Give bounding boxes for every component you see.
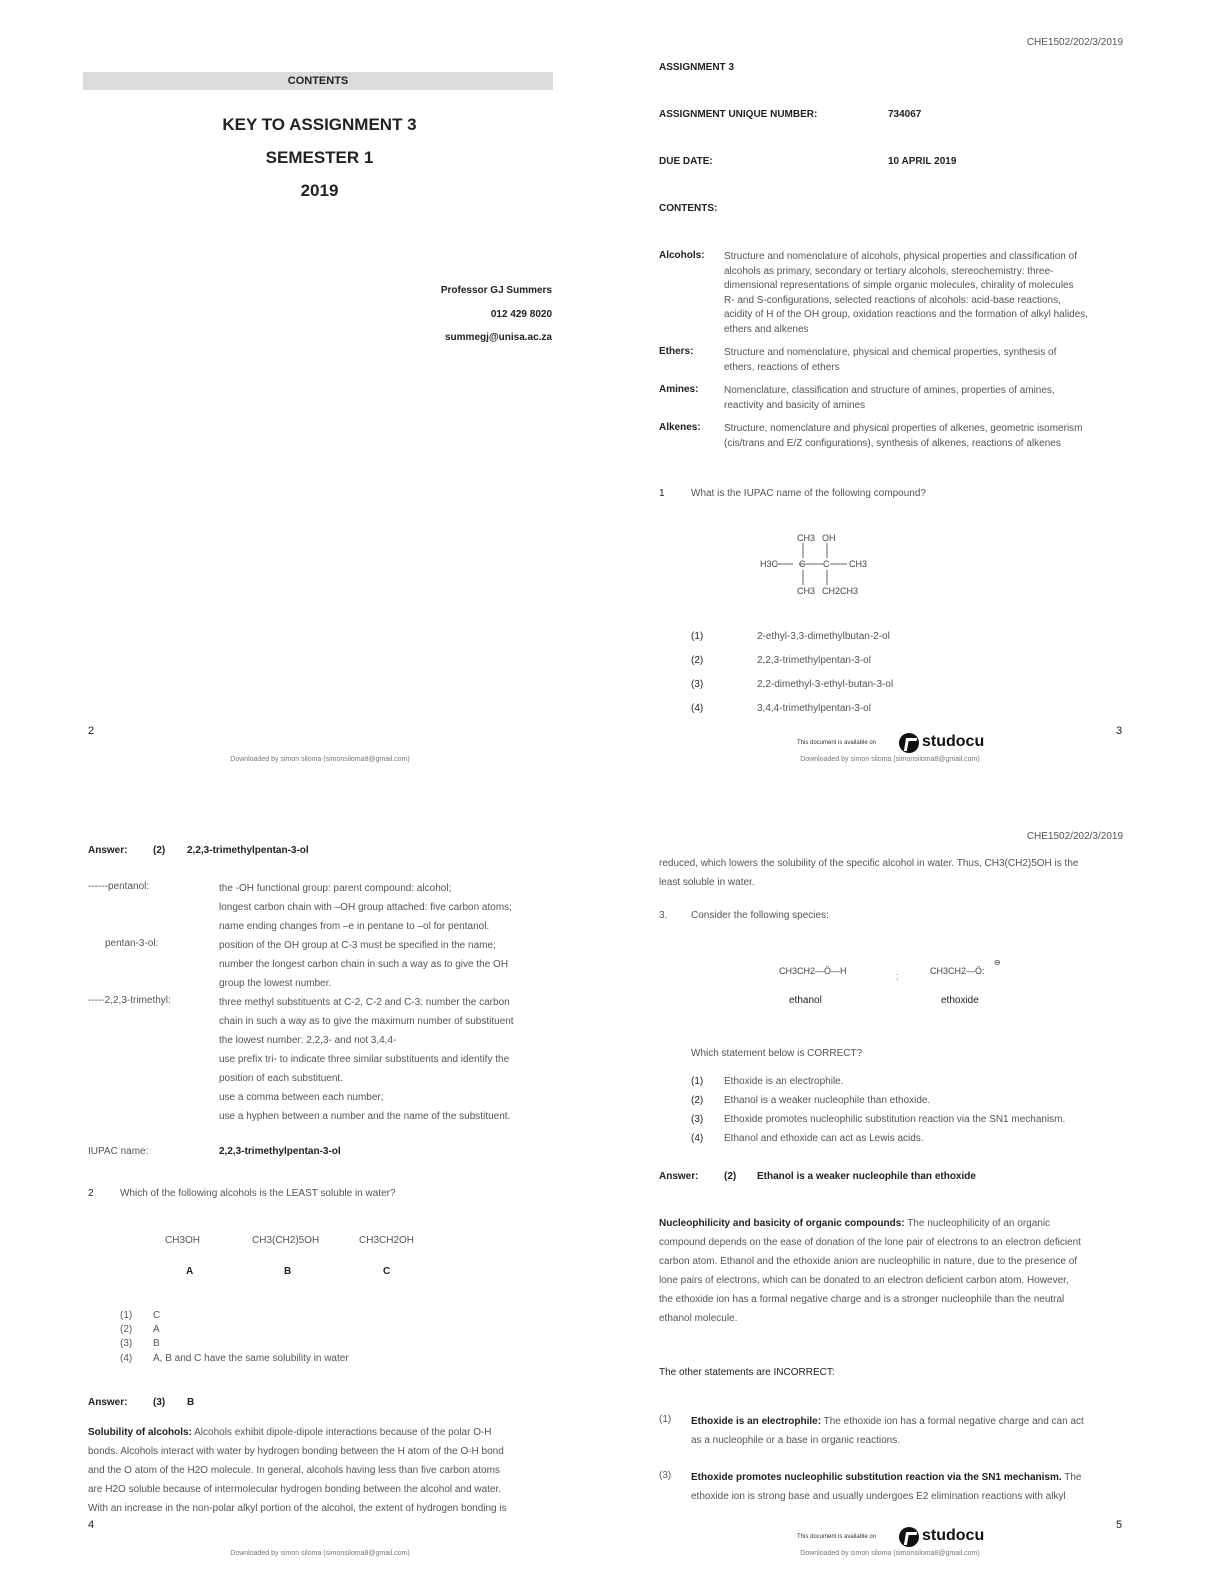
option-number: (1) <box>691 631 704 642</box>
solubility-lead: Solubility of alcohols: <box>88 1427 192 1438</box>
compound-formula: CH3CH2OH <box>359 1235 415 1246</box>
text-line: longest carbon chain with –OH group attached: five carbon atoms; <box>219 902 512 913</box>
text-line: reduced, which lowers the solubility of the specific alcohol in water. Thus, CH3(CH2)5OH is the <box>659 858 1079 869</box>
due-date-label: DUE DATE: <box>659 156 713 167</box>
text-line: use a comma between each number; <box>219 1092 384 1103</box>
option-text: A, B and C have the same solubility in water <box>153 1353 349 1364</box>
text-line: With an increase in the non-polar alkyl portion of the alcohol, the extent of hydrogen bonding is <box>88 1503 507 1514</box>
struct-left-h3c: H3C <box>760 559 779 569</box>
option-number: (3) <box>691 679 704 690</box>
answer-2-text: B <box>187 1397 195 1408</box>
topic-label-alkenes: Alkenes: <box>659 422 701 433</box>
text-line: Structure and nomenclature, physical and chemical properties, synthesis of <box>724 347 1057 358</box>
topic-text-alkenes <box>724 422 1129 451</box>
question-2-text: Which of the following alcohols is the LEAST soluble in water? <box>120 1188 396 1199</box>
studocu-available-text: This document is available on <box>797 740 877 746</box>
text-run: The nucleophilicity of an organic <box>904 1218 1051 1229</box>
text-line: acidity of H of the OH group, oxidation reactions and the formation of alkyl halides, <box>724 309 1089 320</box>
question-1-text: What is the IUPAC name of the following compound? <box>691 488 926 499</box>
option-text: 2,2-dimethyl-3-ethyl-butan-3-ol <box>757 679 894 690</box>
option-text: 2-ethyl-3,3-dimethylbutan-2-ol <box>757 631 890 642</box>
continued-paragraph <box>659 854 1129 892</box>
title-line-2: SEMESTER 1 <box>265 148 374 167</box>
solubility-paragraph <box>88 1423 556 1518</box>
struct-carbon-2: C <box>823 559 830 569</box>
option-text: Ethoxide is an electrophile. <box>724 1076 844 1087</box>
text-line: ethers, reactions of ethers <box>724 361 840 373</box>
text-line: the ethoxide ion has a formal negative charge and is a stronger nucleophile than the neutral <box>659 1294 1065 1305</box>
text-line: alcohols as primary, secondary or tertiary alcohols, stereochemistry: three- <box>724 265 1054 277</box>
title-line-1: KEY TO ASSIGNMENT 3 <box>222 115 417 134</box>
answer-label: Answer: <box>659 1171 699 1182</box>
answer-label: Answer: <box>88 845 128 856</box>
author-email: summegj@unisa.ac.za <box>444 332 552 343</box>
text-line: dimensional representations of simple organic molecules, chirality of molecules <box>724 280 1074 291</box>
option-text: Ethoxide promotes nucleophilic substitution reaction via the SN1 mechanism. <box>724 1114 1066 1125</box>
answer-text: Ethanol is a weaker nucleophile than ethoxide <box>757 1171 976 1182</box>
incorrect-lead: Ethoxide is an electrophile: <box>691 1416 822 1427</box>
incorrect-number: (1) <box>659 1414 672 1425</box>
page-number: 4 <box>88 1519 95 1531</box>
studocu-available-text: This document is available on <box>797 1534 877 1540</box>
compound-letter: C <box>383 1266 391 1277</box>
species-separator: ; <box>896 971 899 981</box>
row-label-trimethyl: -----2,2,3-trimethyl: <box>88 995 171 1006</box>
text-line: position of the OH group at C-3 must be specified in the name; <box>219 940 496 951</box>
compound-formula: CH3OH <box>165 1235 201 1246</box>
incorrect-text <box>691 1468 1131 1506</box>
download-footer: Downloaded by simon siloma (simonsiloma8@gmail.com) <box>800 756 980 763</box>
iupac-label: IUPAC name: <box>88 1146 149 1157</box>
row-text-pentanol <box>219 879 554 936</box>
row-text-pentan-3-ol <box>219 936 554 993</box>
question-1-number: 1 <box>659 488 665 499</box>
studocu-icon <box>899 733 919 753</box>
row-label-pentanol: ------pentanol: <box>88 881 150 892</box>
text-line: Structure, nomenclature and physical properties of alkenes, geometric isomerism <box>724 423 1083 434</box>
text-line: chain in such a way as to give the maximum number of substituent <box>219 1016 514 1027</box>
topic-label-ethers: Ethers: <box>659 346 694 357</box>
option-number: (2) <box>691 1095 704 1106</box>
text-line: reactivity and basicity of amines <box>724 399 866 411</box>
text-line: least soluble in water. <box>659 877 755 888</box>
text-line: number the longest carbon chain in such a way as to give the OH <box>219 959 509 970</box>
course-code: CHE1502/202/3/2019 <box>1026 831 1123 842</box>
contents-bar: CONTENTS <box>83 72 553 90</box>
unique-number-label: ASSIGNMENT UNIQUE NUMBER: <box>659 109 818 120</box>
iupac-value: 2,2,3-trimethylpentan-3-ol <box>219 1146 341 1157</box>
struct-carbon-1: C <box>799 559 806 569</box>
topic-label-amines: Amines: <box>659 384 699 395</box>
studocu-icon <box>899 1527 919 1547</box>
contents-label: CONTENTS: <box>659 203 718 214</box>
text-line: as a nucleophile or a base in organic reactions. <box>691 1435 901 1446</box>
author-phone: 012 429 8020 <box>490 309 552 320</box>
species-ethoxide-formula: CH3CH2—Ö: <box>930 966 985 976</box>
row-text-trimethyl <box>219 993 554 1126</box>
incorrect-number: (3) <box>659 1470 672 1481</box>
topic-label-alcohols: Alcohols: <box>659 250 705 261</box>
download-footer: Downloaded by simon siloma (simonsiloma8@gmail.com) <box>230 1550 410 1557</box>
struct-top-ch3: CH3 <box>797 533 816 543</box>
species-ethanol-formula: CH3CH2—Ö—H <box>779 966 847 976</box>
download-footer: Downloaded by simon siloma (simonsiloma8@gmail.com) <box>800 1550 980 1557</box>
studocu-wordmark: studocu <box>922 1527 985 1544</box>
struct-bottom-ch2ch3: CH2CH3 <box>822 586 859 596</box>
text-line: are H2O soluble because of intermolecular hydrogen bonding between the alcohol and water. <box>88 1484 502 1495</box>
option-number: (4) <box>691 1133 704 1144</box>
answer-number: (2) <box>153 845 166 856</box>
option-text: B <box>153 1338 160 1349</box>
page-number: 2 <box>88 725 95 737</box>
option-text: 2,2,3-trimethylpentan-3-ol <box>757 655 871 666</box>
text-line <box>659 1214 1129 1233</box>
text-run: The ethoxide ion has a formal negative charge and can act <box>821 1416 1084 1427</box>
struct-bottom-ch3: CH3 <box>797 586 816 596</box>
text-line: use prefix tri- to indicate three similar substituents and identify the <box>219 1054 510 1065</box>
option-number: (4) <box>120 1353 133 1364</box>
struct-right-ch3: CH3 <box>849 559 868 569</box>
page-number: 3 <box>1116 725 1123 737</box>
incorrect-lead: Ethoxide promotes nucleophilic substitution reaction via the SN1 mechanism. <box>691 1472 1062 1483</box>
row-label-pentan-3-ol: pentan-3-ol: <box>105 938 159 949</box>
assignment-title: ASSIGNMENT 3 <box>659 62 735 73</box>
studocu-logo[interactable] <box>797 1526 997 1548</box>
species-ethanol-name: ethanol <box>789 995 822 1006</box>
text-line <box>691 1468 1131 1487</box>
option-number: (4) <box>691 703 704 714</box>
text-line: the -OH functional group: parent compound: alcohol; <box>219 883 452 894</box>
other-statements-heading: The other statements are INCORRECT: <box>659 1367 835 1378</box>
nucleophilicity-paragraph <box>659 1214 1129 1328</box>
answer-number: (2) <box>724 1171 737 1182</box>
author-name: Professor GJ Summers <box>440 285 552 296</box>
species-ethoxide-name: ethoxide <box>941 995 979 1006</box>
statement-prompt: Which statement below is CORRECT? <box>691 1048 863 1059</box>
option-number: (2) <box>691 655 704 666</box>
text-line: ethoxide ion is strong base and usually undergoes E2 elimination reactions with alkyl <box>691 1491 1066 1502</box>
text-line: ethanol molecule. <box>659 1313 738 1324</box>
text-line: (cis/trans and E/Z configurations), synthesis of alkenes, reactions of alkenes <box>724 437 1061 449</box>
text-run: The <box>1061 1472 1082 1483</box>
text-line <box>88 1423 556 1442</box>
text-line: R- and S-configurations, selected reactions of alcohols: acid-base reactions, <box>724 294 1061 306</box>
text-line: and the O atom of the H2O molecule. In general, alcohols having less than five carbon atoms <box>88 1465 500 1476</box>
option-text: Ethanol and ethoxide can act as Lewis acids. <box>724 1133 924 1144</box>
text-line: bonds. Alcohols interact with water by hydrogen bonding between the H atom of the O-H bond <box>88 1446 504 1457</box>
compound-formula: CH3(CH2)5OH <box>252 1235 320 1246</box>
answer-text: 2,2,3-trimethylpentan-3-ol <box>187 845 309 856</box>
option-number: (2) <box>120 1324 133 1335</box>
studocu-logo[interactable] <box>797 732 997 754</box>
struct-top-oh: OH <box>822 533 836 543</box>
option-number: (3) <box>691 1114 704 1125</box>
incorrect-text <box>691 1412 1131 1450</box>
text-run: Alcohols exhibit dipole-dipole interactions because of the polar O-H <box>191 1427 492 1438</box>
compound-letter: A <box>186 1266 194 1277</box>
answer-2-number: (3) <box>153 1397 166 1408</box>
nucleophilicity-lead: Nucleophilicity and basicity of organic compounds: <box>659 1218 905 1229</box>
option-text: C <box>153 1310 161 1321</box>
due-date-value: 10 APRIL 2019 <box>888 156 957 167</box>
page-number: 5 <box>1116 1519 1123 1531</box>
answer-2-label: Answer: <box>88 1397 128 1408</box>
topic-text-amines <box>724 384 1129 413</box>
option-text: Ethanol is a weaker nucleophile than ethoxide. <box>724 1095 931 1106</box>
question-3-number: 3. <box>659 910 668 921</box>
studocu-wordmark: studocu <box>922 733 985 750</box>
question-3-text: Consider the following species: <box>691 910 829 921</box>
text-line: carbon atom. Ethanol and the ethoxide anion are nucleophilic in nature, due to the presence of <box>659 1256 1078 1267</box>
text-line: group the lowest number. <box>219 978 332 989</box>
download-footer: Downloaded by simon siloma (simonsiloma8@gmail.com) <box>230 756 410 763</box>
text-line: ethers and alkenes <box>724 323 809 335</box>
unique-number-value: 734067 <box>888 109 922 120</box>
text-line: Nomenclature, classification and structure of amines, properties of amines, <box>724 385 1055 396</box>
text-line: the lowest number: 2,2,3- and not 3,4,4- <box>219 1035 397 1046</box>
option-number: (1) <box>691 1076 704 1087</box>
topic-text-alcohols <box>724 250 1129 337</box>
text-line: lone pairs of electrons, which can be donated to an electron deficient carbon atom. However, <box>659 1275 1069 1286</box>
text-line: position of each substituent. <box>219 1073 343 1084</box>
text-line: name ending changes from –e in pentane to –ol for pentanol. <box>219 921 490 932</box>
option-number: (1) <box>120 1310 133 1321</box>
option-text: A <box>153 1324 160 1335</box>
option-number: (3) <box>120 1338 133 1349</box>
title-line-3: 2019 <box>300 181 339 200</box>
text-line: three methyl substituents at C-2, C-2 and C-3: number the carbon <box>219 997 510 1008</box>
question-2-number: 2 <box>88 1188 94 1199</box>
compound-letter: B <box>284 1266 292 1277</box>
text-line: use a hyphen between a number and the name of the substituent. <box>219 1111 511 1122</box>
species-ethoxide-charge: ⊖ <box>994 958 1001 967</box>
text-line <box>691 1412 1131 1431</box>
text-line: compound depends on the ease of donation of the lone pair of electrons to an electron deficient <box>659 1237 1081 1248</box>
topic-text-ethers <box>724 346 1129 375</box>
option-text: 3,4,4-trimethylpentan-3-ol <box>757 703 871 714</box>
course-code: CHE1502/202/3/2019 <box>1026 37 1123 48</box>
text-line: Structure and nomenclature of alcohols, physical properties and classification of <box>724 251 1077 262</box>
